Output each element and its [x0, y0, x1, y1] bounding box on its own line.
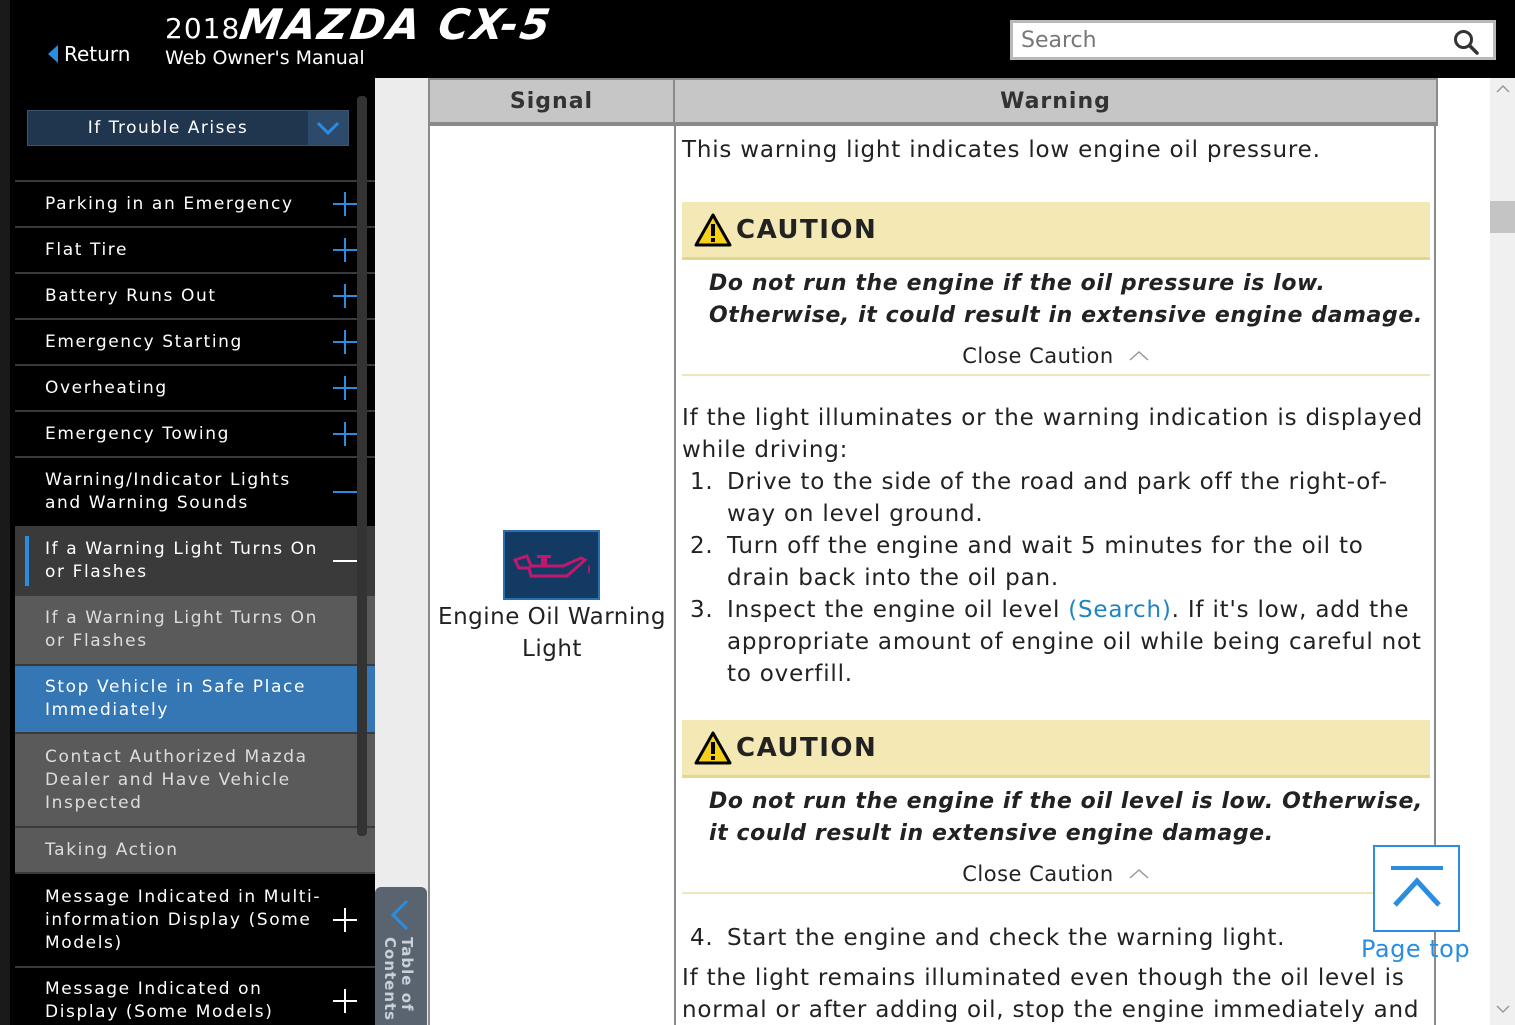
plus-icon[interactable] [333, 238, 357, 262]
sidebar-item-emergency-starting[interactable] [15, 318, 375, 364]
sidebar-item-label: Contact Authorized Mazda Dealer and Have Vehicle Inspected [45, 746, 308, 813]
search-input[interactable] [1021, 28, 1441, 53]
caution-line: it could result in extensive engine damage. [709, 821, 1274, 846]
sidebar-item-label: Parking in an Emergency [45, 193, 294, 214]
sidebar-item-label: Flat Tire [45, 239, 129, 260]
sidebar-item-warning-lights[interactable] [15, 456, 375, 526]
search-box[interactable] [1010, 20, 1496, 60]
sidebar-item-flat-tire[interactable] [15, 226, 375, 272]
chapter-dropdown-label: If Trouble Arises [87, 118, 249, 138]
plus-icon[interactable] [333, 330, 357, 354]
chapter-dropdown[interactable] [27, 110, 349, 146]
scroll-up-icon[interactable] [1496, 84, 1510, 94]
final-paragraph: If the light remains illuminated even though the oil level is normal or after adding oil, stop the engine immediately and [682, 965, 1420, 1023]
search-icon[interactable] [1453, 29, 1479, 55]
table-border-middle [674, 124, 676, 1025]
sidebar-item-label: Emergency Towing [45, 423, 230, 444]
sidebar-item-stop-vehicle[interactable] [15, 664, 375, 732]
plus-icon[interactable] [333, 376, 357, 400]
sidebar-item-contact-dealer[interactable] [15, 732, 375, 826]
sidebar-item-overheating[interactable] [15, 364, 375, 410]
main-scrollbar-thumb[interactable] [1490, 201, 1515, 233]
chevron-up-icon [1128, 868, 1150, 880]
caution-header [682, 720, 1430, 778]
search-link[interactable]: (Search) [1068, 597, 1172, 623]
caution-text [682, 786, 1430, 850]
brand-logo: MAZDA CX-5 [236, 0, 556, 49]
plus-icon[interactable] [333, 192, 357, 216]
return-label: Return [64, 42, 131, 66]
arrow-up-icon [1387, 865, 1447, 913]
step-number: 4. [690, 925, 714, 951]
sidebar-item-label: Battery Runs Out [45, 285, 217, 306]
step-number: 3. [690, 597, 714, 623]
warning-triangle-icon [694, 213, 732, 247]
sidebar-item-label: If a Warning Light Turns On or Flashes [45, 539, 319, 582]
caution-line: Do not run the engine if the oil pressure is low. [709, 271, 1326, 296]
chevron-up-icon [1128, 350, 1150, 362]
sidebar-item-taking-action[interactable] [15, 826, 375, 872]
sidebar-item-label: Message Indicated on Display (Some Models) [45, 979, 274, 1022]
chevron-down-icon[interactable] [308, 111, 348, 145]
close-caution-label: Close Caution [962, 344, 1114, 368]
caution-divider [682, 892, 1430, 894]
warning-intro: This warning light indicates low engine oil pressure. [682, 137, 1321, 163]
manual-subtitle: Web Owner's Manual [165, 47, 365, 69]
step-text: Drive to the side of the road and park off the right-of-way on level ground. [727, 469, 1388, 527]
sidebar-item-message-display[interactable] [15, 966, 375, 1025]
list-item [682, 466, 1430, 530]
caution-text [682, 268, 1430, 332]
close-caution-button[interactable] [682, 862, 1430, 886]
sidebar-item-emergency-towing[interactable] [15, 410, 375, 456]
sidebar-nav [15, 180, 375, 1025]
chevron-left-icon [389, 899, 411, 931]
caution-header [682, 202, 1430, 260]
steps-list [682, 466, 1430, 690]
caution-title: CAUTION [736, 732, 878, 763]
minus-icon[interactable] [333, 549, 357, 573]
return-button[interactable] [48, 42, 130, 66]
sidebar-item-label: Message Indicated in Multi-information Display (Some Models) [45, 886, 322, 953]
sidebar-item-label: Emergency Starting [45, 331, 243, 352]
caution-line: Otherwise, it could result in extensive engine damage. [709, 303, 1423, 328]
table-of-contents-tab[interactable] [375, 887, 427, 1025]
list-item [682, 530, 1430, 594]
table-border-left [428, 124, 430, 1025]
scroll-down-icon[interactable] [1496, 1004, 1510, 1014]
plus-icon[interactable] [333, 908, 357, 932]
model-year: 2018 [165, 12, 241, 45]
sidebar-item-label: If a Warning Light Turns On or Flashes [45, 608, 319, 651]
left-edge [0, 0, 10, 1025]
sidebar-item-warning-light-turns-on[interactable] [15, 526, 375, 594]
back-arrow-icon [48, 45, 58, 63]
list-item [682, 594, 1430, 690]
sidebar-scrollbar[interactable] [357, 96, 367, 836]
page-top-button[interactable] [1373, 845, 1460, 932]
minus-icon[interactable] [333, 480, 357, 504]
table-header [428, 78, 1438, 124]
list-item [682, 922, 1430, 954]
step-text: Turn off the engine and wait 5 minutes for the oil to drain back into the oil pan. [727, 533, 1364, 591]
sidebar-item-label: Taking Action [45, 839, 179, 860]
close-caution-label: Close Caution [962, 862, 1114, 886]
close-caution-button[interactable] [682, 344, 1430, 368]
toc-tab-label: Table of Contents [381, 937, 416, 1022]
plus-icon[interactable] [333, 422, 357, 446]
driving-paragraph: If the light illuminates or the warning indication is displayed while driving: [682, 405, 1424, 463]
sidebar-item-multi-info-display[interactable] [15, 872, 375, 966]
sidebar-item-label: Warning/Indicator Lights and Warning Sounds [45, 470, 291, 513]
sidebar-item-warning-light-turns-on-sub[interactable] [15, 594, 375, 664]
plus-icon[interactable] [333, 989, 357, 1013]
sidebar [15, 78, 375, 1025]
warning-content [682, 126, 1430, 1025]
caution-divider [682, 374, 1430, 376]
caution-title: CAUTION [736, 214, 878, 245]
step-text: Inspect the engine oil level [727, 597, 1069, 623]
selection-indicator [25, 536, 29, 586]
step-number: 2. [690, 533, 714, 559]
sidebar-item-battery[interactable] [15, 272, 375, 318]
step-text: . If it's low, add the appropriate amount of engine oil while being careful not to overfill. [727, 597, 1422, 687]
step-text: Start the engine and check the warning light. [727, 925, 1286, 951]
engine-oil-warning-icon [503, 530, 600, 600]
sidebar-item-label: Stop Vehicle in Safe Place Immediately [45, 677, 307, 720]
sidebar-item-parking-emergency[interactable] [15, 180, 375, 226]
steps-list-continued [682, 922, 1430, 954]
warning-triangle-icon [694, 731, 732, 765]
column-header-signal: Signal [430, 80, 675, 122]
page-top-label[interactable]: Page top [1361, 935, 1471, 963]
signal-label: Engine Oil Warning Light [438, 604, 666, 662]
caution-line: Do not run the engine if the oil level is low. Otherwise, [709, 789, 1423, 814]
plus-icon[interactable] [333, 284, 357, 308]
column-header-warning: Warning [1000, 88, 1111, 114]
step-number: 1. [690, 469, 714, 495]
sidebar-item-label: Overheating [45, 377, 168, 398]
